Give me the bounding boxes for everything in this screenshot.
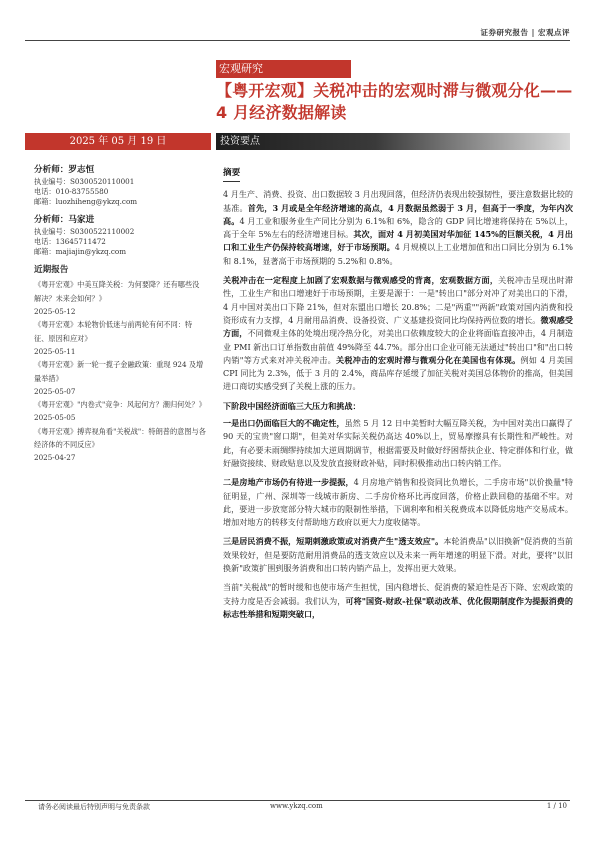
paragraph-emphasis: 关税冲击的宏观时滞与微观分化在美国也有体现。 <box>336 354 521 365</box>
recent-report-date: 2025-04-27 <box>34 453 76 463</box>
analyst-card <box>34 164 206 208</box>
paragraph-emphasis: 二是房地产市场仍有待进一步提振， <box>223 477 354 488</box>
paragraph-emphasis: 其次，面对 4 月初美国对华加征 145%的巨额关税，4 月出口和工业生产仍保持较高增速，好于市场预期。 <box>223 229 573 253</box>
paragraph-emphasis: 三是居民消费不振，短期刺激政策或对消费产生"透支效应"。 <box>223 536 444 547</box>
paragraph-text: 关税冲击呈现出时滞性，工业生产和出口增速好于市场预期，主要是源于：一是"转出口"部分对冲了对美出口的下滑，4 月中国对美出口下降 21%，但对东盟出口增长 20.8%；二是"两重""两新"政策对国内消费和投资形成有力支撑，4 月耐用品消费、设备投资、广义基建投资同比均保持两位数的增长。 <box>223 275 573 325</box>
report-date: 2025 年 05 月 19 日 <box>25 133 211 150</box>
recent-report-item[interactable] <box>34 318 206 358</box>
footer-website[interactable]: www.ykzq.com <box>270 802 323 810</box>
paragraph-text: 例如 4 月美国 CPI 同比为 2.3%，低于 3 月的 2.4%，商品库存延缓了加征关税对美国总体物价的推高，但美国进口商切实感受到了关税上涨的压力。 <box>223 354 573 392</box>
paragraph-text: 不同微观主体的处境出现冷热分化，对美出口依赖度较大的企业将面临直接冲击，4 月制造业 PMI 新出口订单指数由前值 49%降至 44.7%。部分出口企业可能无法通过"转出口"和"出口转内销"等方式来对冲关税冲击。 <box>223 328 573 365</box>
summary-paragraph <box>223 188 573 268</box>
paragraph-emphasis: 微观感受方面， <box>223 314 573 339</box>
paragraph-text: 本轮消费品"以旧换新"促消费的当前效果较好，但是要防范耐用消费品的透支效应以及未来一两年增速的明显下滑。对此，要将"以旧换新"政策扩围到服务消费和出口转内销产品上，发挥出更大效果。 <box>223 536 574 574</box>
recent-report-item[interactable] <box>34 278 206 318</box>
analyst-phone: 电话：13645711472 <box>34 236 106 246</box>
paragraph-emphasis: 可将"国资-财政-社保"联动改革、优化假期制度作为提振消费的标志性举措和短期突破口， <box>223 595 573 619</box>
summary-paragraph <box>223 535 573 575</box>
summary-body <box>223 166 573 627</box>
paragraph-text: 4 月规模以上工业增加值和出口同比分别为 6.1%和 8.1%，显著高于市场预期的 5.2%和 0.8%。 <box>223 242 573 266</box>
recent-reports-title: 近期报告 <box>34 265 69 276</box>
recent-report-item[interactable] <box>34 425 206 465</box>
report-series-label: 证券研究报告 | 宏观点评 <box>480 28 570 37</box>
summary-paragraph <box>223 274 573 394</box>
summary-paragraph <box>223 417 573 470</box>
recent-report-date: 2025-05-12 <box>34 307 76 317</box>
page-number: 1 / 10 <box>546 802 567 810</box>
report-title: 【粤开宏观】关税冲击的宏观时滞与微观分化——4 月经济数据解读 <box>216 81 573 122</box>
analyst-email[interactable]: 邮箱：majiajin@ykzq.com <box>34 247 127 257</box>
recent-report-title[interactable]: 《粤开宏观》搏弈视角看"关税战"：特朗普的意图与各经济体的不同反应》 <box>34 426 206 449</box>
paragraph-text: 4 月工业和服务业生产同比分别为 6.1%和 6%，隐含的 GDP 同比增速将保持在 5%以上，高于全年 5%左右的经济增速目标。 <box>223 215 573 240</box>
recent-report-date: 2025-05-07 <box>34 386 76 396</box>
paragraph-emphasis: 关税冲击在一定程度上加剧了宏观数据与微观感受的背离，宏观数据方面， <box>223 275 499 286</box>
challenges-heading: 下阶段中国经济面临三大压力和挑战： <box>223 400 361 411</box>
paragraph-emphasis: 一是出口仍面临巨大的不确定性， <box>223 418 345 429</box>
footer-divider <box>25 800 570 801</box>
recent-report-title[interactable]: 《粤开宏观》中美互降关税：为何要降？还有哪些没解决？未来会如何？》 <box>34 280 200 303</box>
recent-report-item[interactable] <box>34 358 206 398</box>
recent-report-item[interactable] <box>34 398 206 425</box>
recent-report-title[interactable]: 《粤开宏观》"内卷式"竞争：风起何方？潮归何处？》 <box>34 400 206 410</box>
footer-disclaimer: 请务必阅读最后特别声明与免责条款 <box>38 803 150 811</box>
invest-points-bar: 投资要点 <box>216 133 570 150</box>
analyst-license: 执业编号：S0300520110001 <box>34 177 135 186</box>
analyst-name: 分析师：马家进 <box>34 214 95 225</box>
paragraph-text: 4 月生产、消费、投资、出口数据较 3 月出现回落，但经济仍表现出较强韧性，要注意数据比较的基准。 <box>223 189 573 213</box>
sidebar <box>34 164 206 465</box>
recent-report-title[interactable]: 《粤开宏观》本轮物价低迷与前两轮有何不同：特征、原因和应对》 <box>34 320 193 343</box>
analyst-phone: 电话：010-83755580 <box>34 187 109 197</box>
summary-heading: 摘要 <box>223 167 240 182</box>
section-kicker: 宏观研究 <box>216 60 351 78</box>
recent-report-date: 2025-05-05 <box>34 413 76 423</box>
header-divider <box>25 40 570 41</box>
paragraph-text: 4 月房地产销售和投资同比负增长，二手房市场"以价换量"特征明显，广州、深圳等一线城市新房、二手房价格环比再度回落，价格止跌回稳的基础不牢。对此，要进一步放宽部分特大城市的限制性举措，下调利率和相关税费成本以降低房地产交易成本。增加对地方的转移支付帮助地方政府以更大力度收储等。 <box>223 477 573 528</box>
summary-paragraph <box>223 581 573 621</box>
recent-report-title[interactable]: 《粤开宏观》新一轮一揽子金融政策：重现 924 及增量举措》 <box>34 360 204 383</box>
analyst-email[interactable]: 邮箱：luozhiheng@ykzq.com <box>34 197 138 207</box>
summary-paragraph <box>223 476 573 529</box>
recent-report-date: 2025-05-11 <box>34 346 76 356</box>
paragraph-emphasis: 首先，3 月或是全年经济增速的高点，4 月数据虽然弱于 3 月，但高于一季度，为年内次高。 <box>223 202 573 226</box>
analyst-license: 执业编号：S0300522110002 <box>34 226 135 236</box>
paragraph-text: 当前"关税战"的暂时缓和也使市场产生担忧，国内稳增长、促消费的紧迫性是否下降、宏观政策的支持力度是否会减弱。我们认为， <box>223 582 573 606</box>
paragraph-text: 虽然 5 月 12 日中美暂时大幅互降关税，为中国对美出口赢得了 90 天的宝贵"窗口期"，但美对华实际关税仍高达 40%以上，贸易摩擦具有长期性和严峻性。对此，有必要未雨绸缪持续加大逆周期调节，根据需要及时做好纾困帮扶企业、特定群体和行业，做好融资接续、财政贴息以及发放直接财政补贴，同时积极推动出口转内销工作。 <box>223 418 573 468</box>
analyst-name: 分析师：罗志恒 <box>34 165 95 175</box>
analyst-card <box>34 214 206 258</box>
